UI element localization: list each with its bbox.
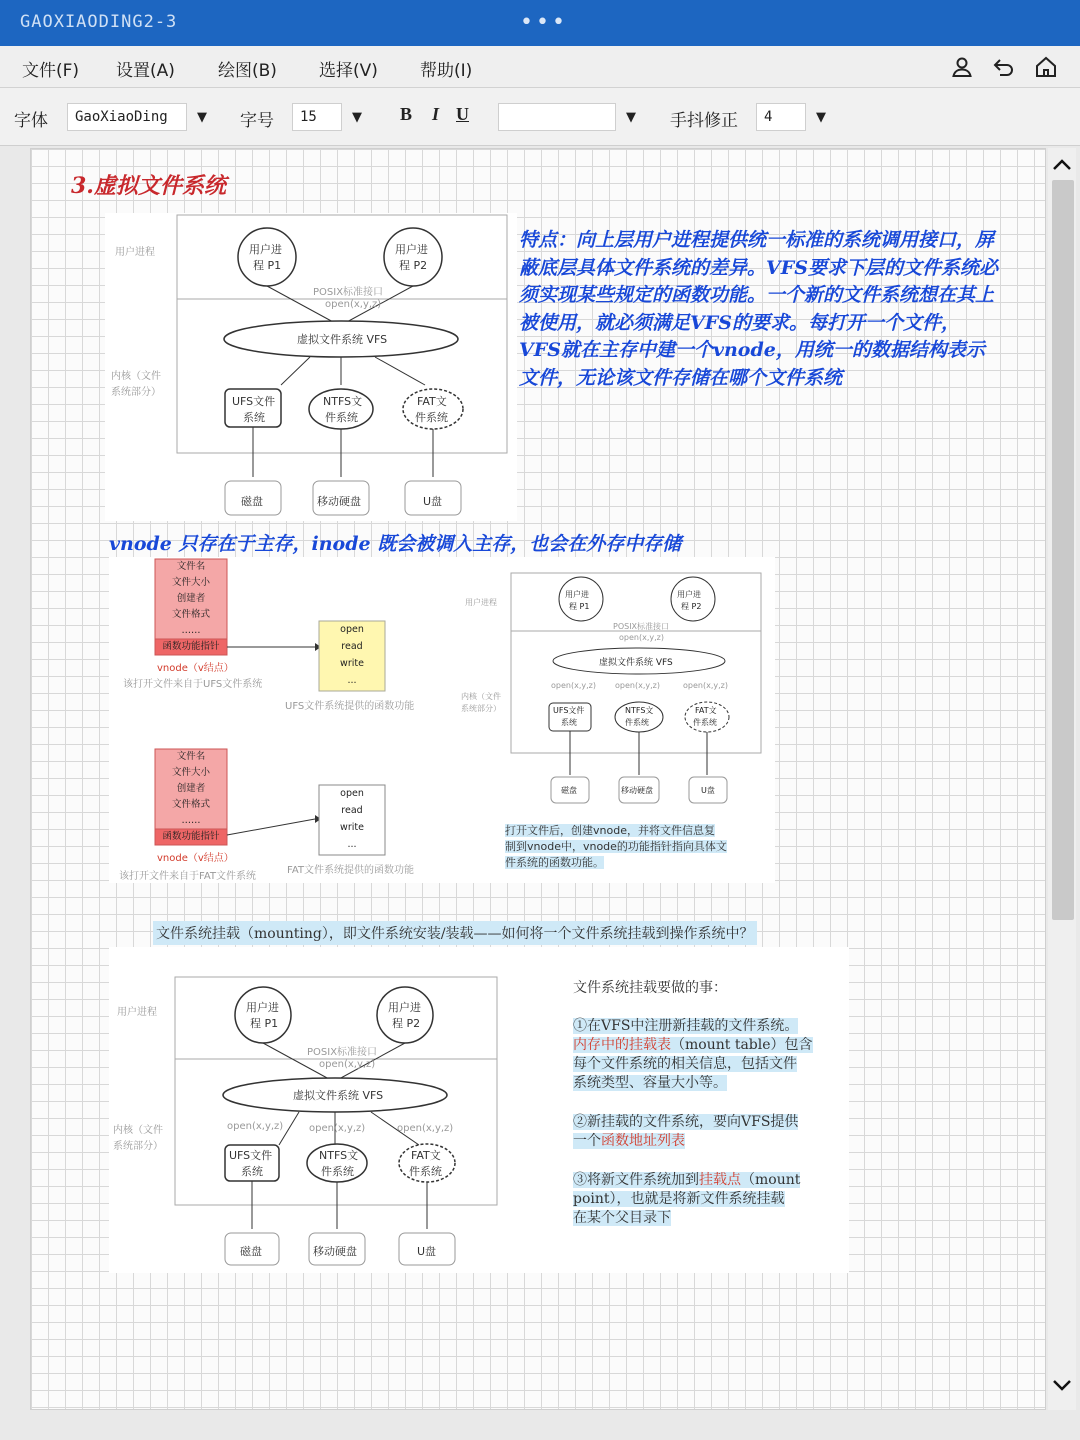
scroll-thumb[interactable]: [1052, 180, 1074, 920]
mini-kernel-2: 系统部分）: [461, 704, 501, 713]
m-fat-a: FAT文: [411, 1149, 441, 1162]
mini-mobile: 移动硬盘: [621, 786, 653, 795]
color-select[interactable]: [498, 103, 616, 131]
vfs-diagram-3-lines: [109, 947, 529, 1273]
note-canvas[interactable]: [30, 148, 1046, 1410]
open-caption-3: 件系统的函数功能。: [505, 856, 604, 869]
label-kernel-2: 系统部分）: [111, 387, 161, 398]
p2-label-a: 用户进: [395, 243, 428, 256]
mount-step1-red: 内存中的挂载表: [573, 1037, 671, 1053]
mini-open-ntfs: open(x,y,z): [615, 681, 660, 690]
m-ufs-b: 系统: [241, 1165, 263, 1178]
scroll-down-icon[interactable]: [1048, 1372, 1076, 1400]
vnode-row: 文件名: [176, 561, 206, 572]
open-call-label: open(x,y,z): [325, 299, 382, 310]
vnode-note-fat: 该打开文件来自于FAT文件系统: [119, 871, 257, 882]
m-ntfs-a: NTFS文: [319, 1149, 359, 1162]
vnode-row: 文件名: [176, 751, 206, 762]
mount-step1-a: ①在VFS中注册新挂载的文件系统。: [573, 1018, 799, 1034]
vnode-table-ufs: [155, 559, 227, 655]
mount-step2-a: ②新挂载的文件系统，要向VFS提供: [573, 1114, 799, 1130]
more-icon[interactable]: •••: [520, 10, 568, 35]
fat-func-list: [319, 785, 385, 853]
vnode-row: ……: [181, 625, 201, 636]
func-item: write: [340, 822, 364, 833]
p1-label-a: 用户进: [249, 243, 282, 256]
mini-ufs-b: 系统: [561, 718, 577, 727]
m-p2-b: 程 P2: [392, 1017, 421, 1030]
func-item: write: [340, 658, 364, 669]
m-open-ntfs: open(x,y,z): [309, 1123, 366, 1134]
vnode-label-ufs: vnode（v结点）: [157, 663, 234, 674]
posix-label: POSIX标准接口: [313, 287, 384, 298]
mini-p2-b: 程 P2: [681, 602, 702, 611]
mount-step2-b: 一个: [573, 1133, 601, 1149]
italic-button[interactable]: I: [432, 104, 440, 124]
size-label: 字号: [240, 111, 274, 131]
window-title: GAOXIAODING2-3: [20, 12, 178, 32]
mini-open-call: open(x,y,z): [619, 633, 664, 642]
mini-vfs: 虚拟文件系统 VFS: [599, 658, 673, 668]
func-item: ...: [347, 839, 357, 850]
mount-step1-c: 每个文件系统的相关信息，包括文件: [573, 1056, 797, 1072]
m-usb: U盘: [417, 1245, 437, 1258]
mini-ntfs-a: NTFS文: [625, 706, 654, 715]
vfs-diagram-1: [105, 213, 517, 521]
vnode-label-fat: vnode（v结点）: [157, 853, 234, 864]
fat-label-b: 件系统: [415, 411, 448, 424]
fat-funcs-caption: FAT文件系统提供的函数功能: [287, 865, 415, 876]
note-heading: 3.虚拟文件系统: [71, 173, 226, 199]
func-item: read: [341, 805, 363, 816]
mini-posix: POSIX标准接口: [613, 622, 670, 631]
mini-fat-a: FAT文: [695, 706, 717, 715]
color-dropdown-icon[interactable]: ▼: [626, 109, 636, 125]
mini-ntfs-b: 件系统: [625, 718, 649, 727]
mount-step3-b: point），也就是将新文件系统挂载: [573, 1191, 785, 1207]
ufs-label-b: 系统: [243, 411, 265, 424]
mini-p1-a: 用户进: [565, 590, 589, 599]
vnode-table-fat: [155, 749, 227, 845]
menu-bar: [0, 46, 1080, 88]
m-open-fat: open(x,y,z): [397, 1123, 454, 1134]
ufs-label-a: UFS文件: [232, 395, 276, 408]
ufs-funcs-caption: UFS文件系统提供的函数功能: [285, 701, 415, 712]
mount-step1-d: 系统类型、容量大小等。: [573, 1075, 727, 1091]
mini-usb: U盘: [701, 786, 715, 795]
title-bar: [0, 0, 1080, 46]
vnode-row: ……: [181, 815, 201, 826]
underline-button[interactable]: U: [456, 104, 469, 124]
bold-button[interactable]: B: [400, 104, 413, 124]
fat-label-a: FAT文: [417, 395, 447, 408]
vfs-diagram-1-lines: [105, 213, 517, 521]
toolbar: [0, 88, 1080, 146]
mobile-disk-label: 移动硬盘: [317, 495, 361, 508]
p1-label-b: 程 P1: [253, 259, 282, 272]
m-posix: POSIX标准接口: [307, 1047, 378, 1058]
font-label: 字体: [14, 111, 48, 131]
font-select[interactable]: GaoXiaoDing: [67, 103, 187, 131]
shake-correction-label: 手抖修正: [670, 111, 738, 131]
disk-label: 磁盘: [241, 495, 263, 508]
menu-help[interactable]: 帮助(I): [420, 61, 473, 81]
mini-kernel-1: 内核（文件: [461, 692, 501, 701]
shake-dropdown-icon[interactable]: ▼: [816, 109, 826, 125]
vnode-note-ufs: 该打开文件来自于UFS文件系统: [123, 679, 263, 690]
m-ntfs-b: 件系统: [321, 1165, 354, 1178]
vnode-row: 文件大小: [171, 577, 210, 588]
vnode-row: 函数功能指针: [162, 641, 220, 652]
label-user-process: 用户进程: [115, 247, 155, 258]
m-kernel-2: 系统部分）: [113, 1141, 163, 1152]
m-p1-a: 用户进: [246, 1001, 279, 1014]
ufs-func-list: [319, 621, 385, 689]
vnode-row: 文件大小: [171, 767, 210, 778]
ntfs-label-b: 件系统: [325, 411, 358, 424]
vfs-label: 虚拟文件系统 VFS: [297, 333, 388, 346]
func-item: read: [341, 641, 363, 652]
vnode-note: vnode 只存在于主存，inode 既会被调入主存，也会在外存中存储: [109, 533, 682, 555]
undo-icon[interactable]: [992, 55, 1016, 79]
m-vfs: 虚拟文件系统 VFS: [293, 1089, 384, 1102]
mini-open-fat: open(x,y,z): [683, 681, 728, 690]
mount-step1-b: （mount table）包含: [671, 1037, 813, 1053]
m-disk: 磁盘: [240, 1245, 262, 1258]
mount-step2-red: 函数地址列表: [601, 1133, 685, 1149]
mount-heading: 文件系统挂载要做的事：: [573, 980, 727, 996]
size-select[interactable]: 15: [292, 103, 342, 131]
ntfs-label-a: NTFS文: [323, 395, 363, 408]
menu-select[interactable]: 选择(V): [319, 61, 378, 81]
mount-step3-red: 挂载点: [699, 1172, 741, 1188]
mount-step3-a: ③将新文件系统加到: [573, 1172, 699, 1188]
m-open-call: open(x,y,z): [319, 1059, 376, 1070]
m-open-ufs: open(x,y,z): [227, 1121, 284, 1132]
mini-open-ufs: open(x,y,z): [551, 681, 596, 690]
scroll-up-icon[interactable]: [1048, 150, 1076, 178]
menu-draw[interactable]: 绘图(B): [218, 61, 277, 81]
func-item: open: [340, 788, 364, 799]
vnode-row: 创建者: [176, 783, 206, 794]
mini-p1-b: 程 P1: [569, 602, 590, 611]
menu-file[interactable]: 文件(F): [22, 61, 80, 81]
vnode-row: 函数功能指针: [162, 831, 220, 842]
func-item: ...: [347, 675, 357, 686]
font-dropdown-icon[interactable]: ▼: [197, 109, 207, 125]
m-p1-b: 程 P1: [250, 1017, 279, 1030]
mini-user-process: 用户进程: [465, 598, 497, 607]
func-item: open: [340, 624, 364, 635]
mount-step3-c: 在某个父目录下: [573, 1210, 671, 1226]
vnode-panel: [109, 557, 775, 883]
open-caption-1: 打开文件后，创建vnode，并将文件信息复: [505, 824, 715, 837]
open-caption-2: 制到vnode中，vnode的功能指针指向具体文: [505, 840, 727, 853]
size-dropdown-icon[interactable]: ▼: [352, 109, 362, 125]
vnode-row: 文件格式: [171, 609, 210, 620]
m-p2-a: 用户进: [388, 1001, 421, 1014]
mini-disk: 磁盘: [561, 786, 577, 795]
mini-fat-b: 件系统: [693, 718, 717, 727]
mount-question: 文件系统挂载（mounting），即文件系统安装/装载——如何将一个文件系统挂载到操作系统中？: [153, 921, 757, 945]
feature-note: 特点：向上层用户进程提供统一标准的系统调用接口，屏蔽底层具体文件系统的差异。VFS要求下层的文件系统必须实现某些规定的函数功能。一个新的文件系统想在其上被使用，就必须满足VFS的要求。每打开一个文件，VFS就在主存中建一个vnode，用统一的数据结构表示文件，无论该文件存储在哪个文件系统: [519, 229, 998, 389]
usb-label: U盘: [423, 495, 443, 508]
menu-settings[interactable]: 设置(A): [116, 61, 175, 81]
vnode-row: 文件格式: [171, 799, 210, 810]
m-mobile: 移动硬盘: [313, 1245, 357, 1258]
label-kernel-1: 内核（文件: [111, 371, 161, 382]
shake-correction-select[interactable]: 4: [756, 103, 806, 131]
mount-step3-a2: （mount: [741, 1172, 801, 1188]
mini-ufs-a: UFS文件: [553, 706, 585, 715]
user-icon[interactable]: [950, 55, 974, 79]
m-ufs-a: UFS文件: [229, 1149, 273, 1162]
p2-label-b: 程 P2: [399, 259, 428, 272]
home-icon[interactable]: [1034, 55, 1058, 79]
vertical-scrollbar[interactable]: [1048, 148, 1076, 1410]
vnode-row: 创建者: [176, 593, 206, 604]
m-kernel-1: 内核（文件: [113, 1125, 163, 1136]
mini-p2-a: 用户进: [677, 590, 701, 599]
m-user-process: 用户进程: [117, 1007, 157, 1018]
m-fat-b: 件系统: [409, 1165, 442, 1178]
